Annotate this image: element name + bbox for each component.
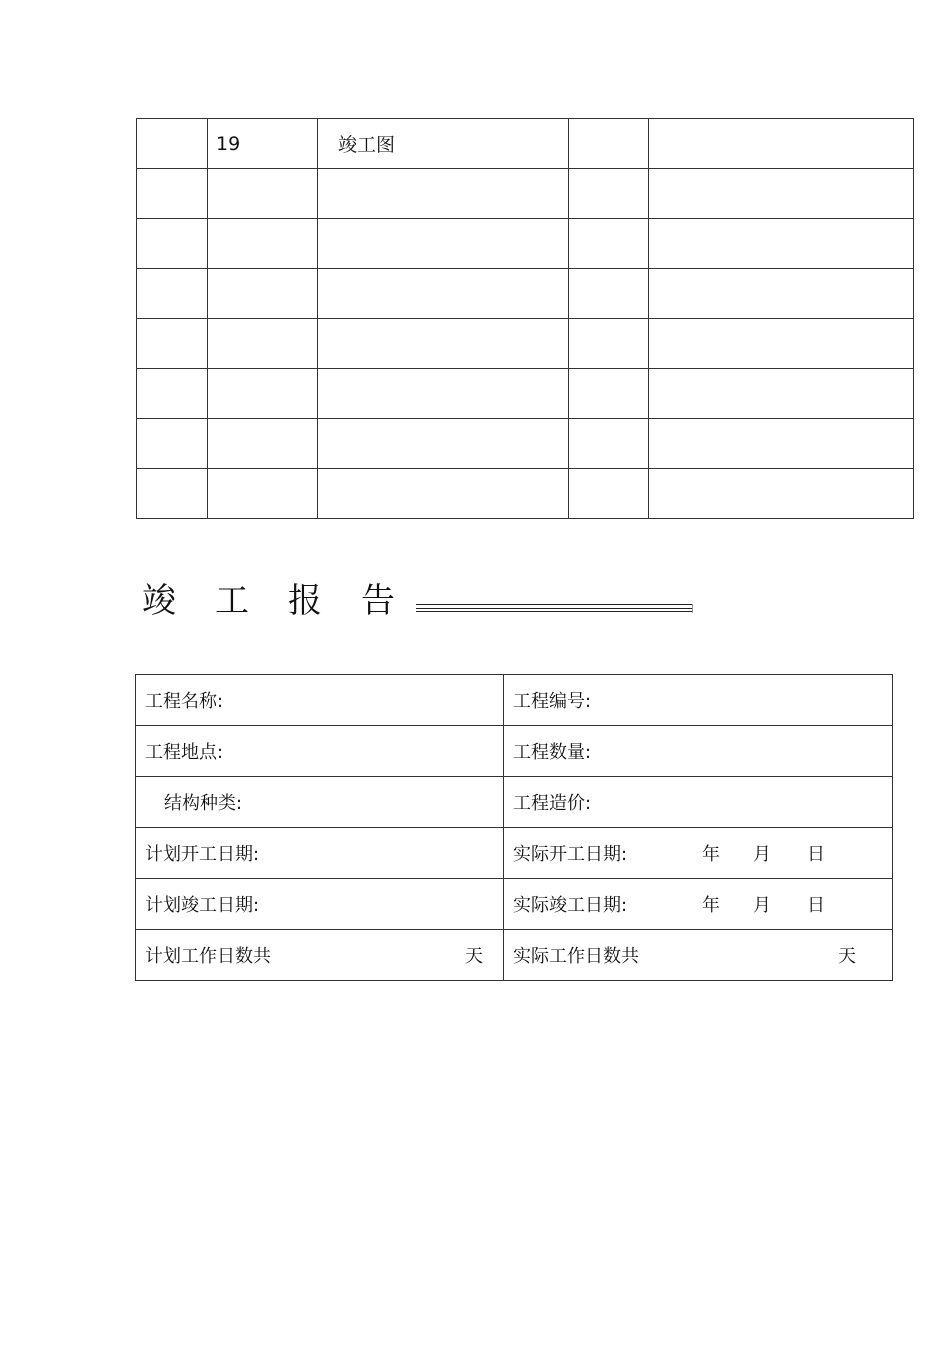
table-row [137, 469, 914, 519]
item-name-cell [318, 169, 569, 219]
table-cell-blank [137, 269, 208, 319]
table-cell [649, 119, 914, 169]
structure-type-label: 结构种类: [164, 793, 243, 814]
item-name-cell [318, 369, 569, 419]
item-name-cell [318, 419, 569, 469]
year-unit: 年 [702, 844, 720, 865]
project-cost-label: 工程造价: [513, 793, 592, 814]
table-cell-blank [137, 219, 208, 269]
table-cell [649, 269, 914, 319]
item-number-cell [208, 319, 318, 369]
project-location-field[interactable] [136, 726, 504, 777]
table-row [137, 269, 914, 319]
days-unit: 天 [465, 946, 483, 967]
table-cell-blank [137, 169, 208, 219]
table-cell-blank [137, 119, 208, 169]
date-units [702, 840, 825, 866]
item-number-cell [208, 169, 318, 219]
completion-report-form [135, 674, 893, 981]
title-underline [416, 604, 692, 609]
day-unit: 日 [807, 844, 825, 865]
table-cell-blank [137, 419, 208, 469]
table-row [137, 119, 914, 169]
table-cell [649, 319, 914, 369]
table-cell [569, 369, 649, 419]
table-cell-blank [137, 469, 208, 519]
project-location-label: 工程地点: [145, 742, 224, 763]
form-row [136, 675, 893, 726]
table-cell-blank [137, 369, 208, 419]
table-cell [569, 469, 649, 519]
table-cell [649, 419, 914, 469]
table-cell [569, 419, 649, 469]
table-cell [569, 219, 649, 269]
project-name-field[interactable] [136, 675, 504, 726]
date-units [702, 891, 825, 917]
project-number-field[interactable] [504, 675, 893, 726]
table-cell [569, 169, 649, 219]
item-name-cell [318, 469, 569, 519]
year-unit: 年 [702, 895, 720, 916]
planned-completion-field[interactable] [136, 879, 504, 930]
table-cell [569, 319, 649, 369]
planned-workdays-label: 计划工作日数共 [145, 946, 271, 967]
structure-type-field[interactable] [136, 777, 504, 828]
actual-workdays-field[interactable] [504, 930, 893, 981]
month-unit: 月 [753, 895, 771, 916]
actual-start-label: 实际开工日期: [513, 844, 628, 865]
item-list-body [137, 119, 914, 519]
project-quantity-field[interactable] [504, 726, 893, 777]
table-cell [569, 119, 649, 169]
table-cell [569, 269, 649, 319]
item-name-cell [318, 319, 569, 369]
table-cell [649, 369, 914, 419]
title-underline-lower [416, 611, 692, 612]
item-number-cell [208, 419, 318, 469]
title-underline-end-mark [692, 604, 693, 613]
form-row [136, 726, 893, 777]
item-name-cell: 竣工图 [318, 119, 569, 169]
table-row [137, 219, 914, 269]
item-name-cell [318, 269, 569, 319]
form-row [136, 879, 893, 930]
table-cell [649, 169, 914, 219]
item-list-table [136, 118, 914, 519]
item-number-cell [208, 469, 318, 519]
planned-start-field[interactable] [136, 828, 504, 879]
days-unit: 天 [838, 946, 856, 967]
item-name-cell [318, 219, 569, 269]
day-unit: 日 [807, 895, 825, 916]
table-cell [649, 219, 914, 269]
planned-workdays-field[interactable] [136, 930, 504, 981]
planned-start-label: 计划开工日期: [145, 844, 260, 865]
actual-start-field[interactable] [504, 828, 893, 879]
planned-completion-label: 计划竣工日期: [145, 895, 260, 916]
table-cell [649, 469, 914, 519]
project-cost-field[interactable] [504, 777, 893, 828]
table-row [137, 419, 914, 469]
project-name-label: 工程名称: [145, 691, 224, 712]
table-cell-blank [137, 319, 208, 369]
form-row [136, 777, 893, 828]
item-number-cell [208, 369, 318, 419]
form-row [136, 828, 893, 879]
table-row [137, 319, 914, 369]
item-number-cell [208, 219, 318, 269]
item-number-cell: 19 [208, 119, 318, 169]
month-unit: 月 [753, 844, 771, 865]
table-row [137, 369, 914, 419]
project-quantity-label: 工程数量: [513, 742, 592, 763]
table-row [137, 169, 914, 219]
actual-completion-field[interactable] [504, 879, 893, 930]
form-row [136, 930, 893, 981]
report-title: 竣工报告 [142, 581, 434, 621]
actual-completion-label: 实际竣工日期: [513, 895, 628, 916]
item-number-cell [208, 269, 318, 319]
actual-workdays-label: 实际工作日数共 [513, 946, 639, 967]
project-number-label: 工程编号: [513, 691, 592, 712]
